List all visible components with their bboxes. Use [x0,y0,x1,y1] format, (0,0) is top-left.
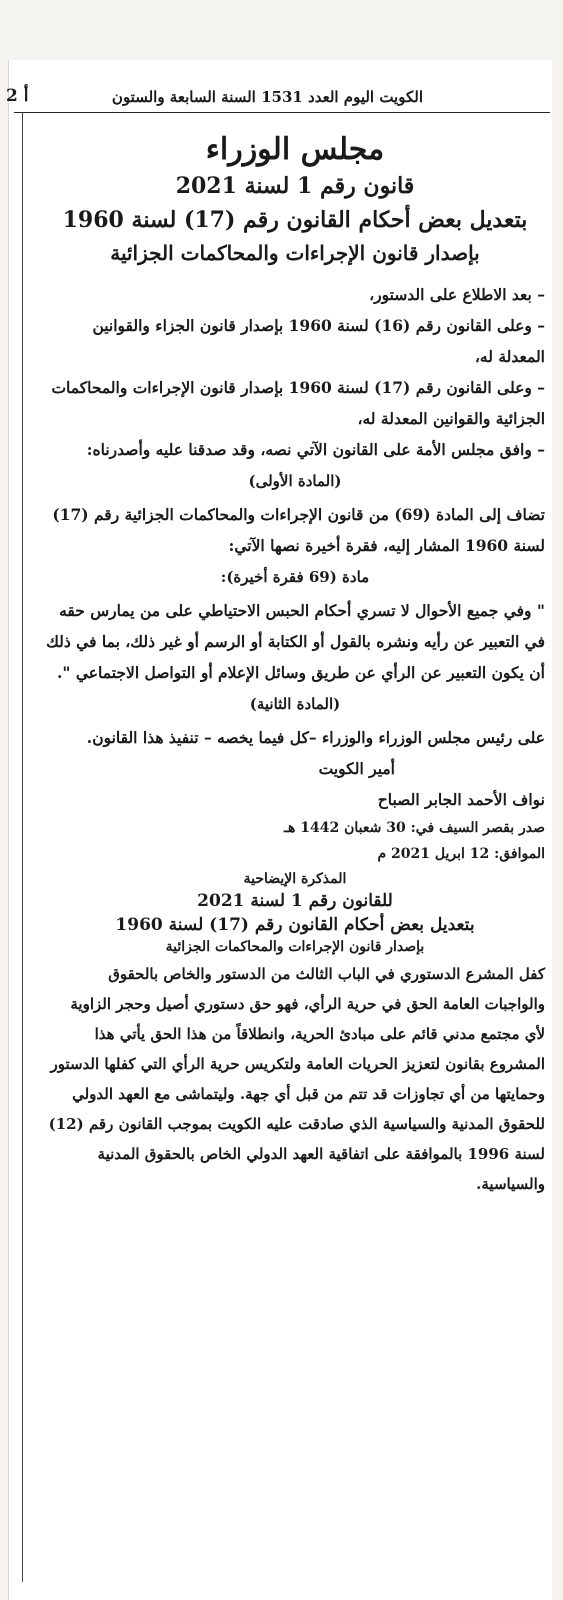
law-subtitle-1: بتعديل بعض أحكام القانون رقم (17) لسنة 1960 [62,207,528,233]
signatory-title: أمير الكويت [318,759,395,778]
corresponding-line: الموافق: 12 ابريل 2021 م [377,846,545,862]
signatory-name: نواف الأحمد الجابر الصباح [377,790,545,809]
article-1-text: تضاف إلى المادة (69) من قانون الإجراءات والمحاكمات الجزائية رقم (17) لسنة 1960 المشار إليه، فقرة أخيرة نصها الآتي: [52,505,545,555]
document-body [45,122,545,1199]
article-2-text: على رئيس مجلس الوزراء والوزراء –كل فيما يخصه – تنفيذ هذا القانون. [86,728,545,747]
article-69-text: " وفي جميع الأحوال لا تسري أحكام الحبس الاحتياطي على من يمارس حقه في التعبير عن رأيه ونشره بالقول أو الكتابة أو الرسم أو غير ذلك، بما في ذلك أن يكون التعبير عن الرأي عن طريق وسائل الإعلام أو التواصل الاجتماعي ". [46,601,545,682]
law-subtitle-2: بإصدار قانون الإجراءات والمحاكمات الجزائية [110,241,480,265]
memo-for-law: للقانون رقم 1 لسنة 2021 [197,891,393,911]
memo-body: كفل المشرع الدستوري في الباب الثالث من الدستور والخاص بالحقوق والواجبات العامة الحق في حرية الرأي، فهو حق دستوري أصيل وحجر الزاوية لأي مجتمع مدني قائم على مبادئ الحرية، وانطلاقاً من هذا الحق يأتي هذا المشروع بقانون لتعزيز الحريات العامة ولتكريس حرية الرأي التي كفلها الدستور وحمايتها من أي تجاوزات قد تتم من قبل أي جهة. وليتماشى مع العهد الدولي للحقوق المدنية والسياسية الذي صادقت عليه الكويت بموجب القانون رقم (12) لسنة 1996 بالموافقة على اتفاقية العهد الدولي الخاص بالحقوق المدنية والسياسية. [48,965,545,1193]
issued-line: صدر بقصر السيف في: 30 شعبان 1442 هـ [283,820,545,836]
memo-subtitle-2: بإصدار قانون الإجراءات والمحاكمات الجزائية [165,939,425,955]
preamble-item: – وعلى القانون رقم (17) لسنة 1960 بإصدار قانون الإجراءات والمحاكمات الجزائية والقوانين المعدلة له، [51,378,545,428]
preamble-item: – وافق مجلس الأمة على القانون الآتي نصه، وقد صدقنا عليه وأصدرناه: [86,440,545,459]
running-title: الكويت اليوم العدد 1531 السنة السابعة والستون [111,88,423,106]
council-heading: مجلس الوزراء [205,132,385,167]
article-2-heading: (المادة الثانية) [249,695,341,713]
memo-title: المذكرة الإيضاحية [243,871,347,887]
page-number: أ 2 [6,86,29,106]
header-rule [14,112,550,113]
page-header [0,88,563,114]
memo-subtitle-1: بتعديل بعض أحكام القانون رقم (17) لسنة 1960 [115,915,475,935]
column-rule [22,112,23,1582]
article-1-heading: (المادة الأولى) [248,472,342,490]
preamble-item: – بعد الاطلاع على الدستور، [369,285,545,304]
law-title: قانون رقم 1 لسنة 2021 [175,173,415,199]
article-69-heading: مادة (69 فقرة أخيرة): [220,568,370,586]
preamble-item: – وعلى القانون رقم (16) لسنة 1960 بإصدار قانون الجزاء والقوانين المعدلة له، [92,316,545,366]
